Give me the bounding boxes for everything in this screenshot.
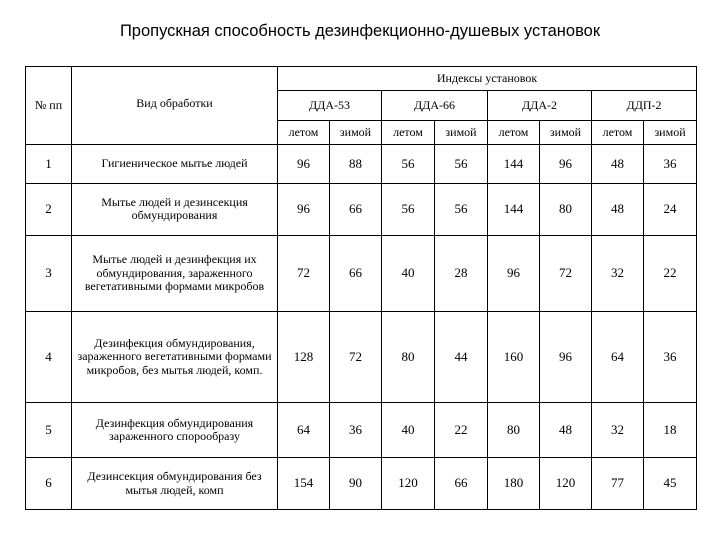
cell-value: 128 [278, 312, 330, 403]
table-row [26, 458, 697, 510]
cell-value: 96 [278, 145, 330, 184]
cell-value: 120 [540, 458, 592, 510]
cell-value: 80 [488, 402, 540, 458]
row-num: 1 [26, 145, 72, 184]
cell-value: 144 [488, 184, 540, 236]
cell-value: 32 [592, 235, 644, 311]
cell-value: 64 [278, 402, 330, 458]
header-season: летом [592, 121, 644, 145]
header-type: Вид обработки [72, 67, 278, 145]
cell-value: 77 [592, 458, 644, 510]
cell-value: 18 [644, 402, 697, 458]
cell-value: 96 [540, 145, 592, 184]
header-indexes: Индексы установок [278, 67, 697, 91]
header-season: зимой [435, 121, 488, 145]
row-num: 2 [26, 184, 72, 236]
cell-value: 32 [592, 402, 644, 458]
cell-value: 22 [644, 235, 697, 311]
cell-value: 96 [488, 235, 540, 311]
table-row [26, 184, 697, 236]
row-type: Дезинсекция обмундирования без мытья людей, комп [72, 458, 278, 510]
cell-value: 40 [382, 235, 435, 311]
row-type: Мытье людей и дезинсекция обмундирования [72, 184, 278, 236]
cell-value: 44 [435, 312, 488, 403]
cell-value: 22 [435, 402, 488, 458]
header-unit: ДДП-2 [592, 91, 697, 121]
table-row [26, 145, 697, 184]
cell-value: 66 [330, 235, 382, 311]
header-season: летом [278, 121, 330, 145]
cell-value: 36 [644, 145, 697, 184]
cell-value: 56 [435, 145, 488, 184]
capacity-table [25, 66, 697, 510]
cell-value: 72 [330, 312, 382, 403]
cell-value: 90 [330, 458, 382, 510]
header-unit: ДДА-53 [278, 91, 382, 121]
cell-value: 72 [540, 235, 592, 311]
cell-value: 28 [435, 235, 488, 311]
cell-value: 88 [330, 145, 382, 184]
row-type: Дезинфекция обмундирования, зараженного вегетативными формами микробов, без мытья людей, комп. [72, 312, 278, 403]
cell-value: 66 [435, 458, 488, 510]
row-num: 5 [26, 402, 72, 458]
row-type: Дезинфекция обмундирования зараженного спорообразу [72, 402, 278, 458]
cell-value: 80 [382, 312, 435, 403]
cell-value: 80 [540, 184, 592, 236]
table-row [26, 402, 697, 458]
cell-value: 56 [435, 184, 488, 236]
cell-value: 36 [330, 402, 382, 458]
table-row [26, 312, 697, 403]
cell-value: 45 [644, 458, 697, 510]
cell-value: 24 [644, 184, 697, 236]
row-num: 4 [26, 312, 72, 403]
header-season: летом [382, 121, 435, 145]
row-type: Мытье людей и дезинфекция их обмундирования, зараженного вегетативными формами микробов [72, 235, 278, 311]
row-num: 3 [26, 235, 72, 311]
cell-value: 56 [382, 184, 435, 236]
header-season: зимой [644, 121, 697, 145]
row-type: Гигиеническое мытье людей [72, 145, 278, 184]
cell-value: 48 [592, 184, 644, 236]
cell-value: 48 [540, 402, 592, 458]
cell-value: 40 [382, 402, 435, 458]
cell-value: 96 [540, 312, 592, 403]
table-row [26, 235, 697, 311]
row-num: 6 [26, 458, 72, 510]
cell-value: 160 [488, 312, 540, 403]
cell-value: 144 [488, 145, 540, 184]
cell-value: 120 [382, 458, 435, 510]
cell-value: 64 [592, 312, 644, 403]
header-season: зимой [330, 121, 382, 145]
cell-value: 36 [644, 312, 697, 403]
header-unit: ДДА-66 [382, 91, 488, 121]
cell-value: 56 [382, 145, 435, 184]
cell-value: 66 [330, 184, 382, 236]
cell-value: 180 [488, 458, 540, 510]
header-season: зимой [540, 121, 592, 145]
header-num: № пп [26, 67, 72, 145]
cell-value: 48 [592, 145, 644, 184]
cell-value: 96 [278, 184, 330, 236]
page-title: Пропускная способность дезинфекционно-душевых установок [119, 22, 601, 40]
cell-value: 154 [278, 458, 330, 510]
header-season: летом [488, 121, 540, 145]
cell-value: 72 [278, 235, 330, 311]
header-unit: ДДА-2 [488, 91, 592, 121]
